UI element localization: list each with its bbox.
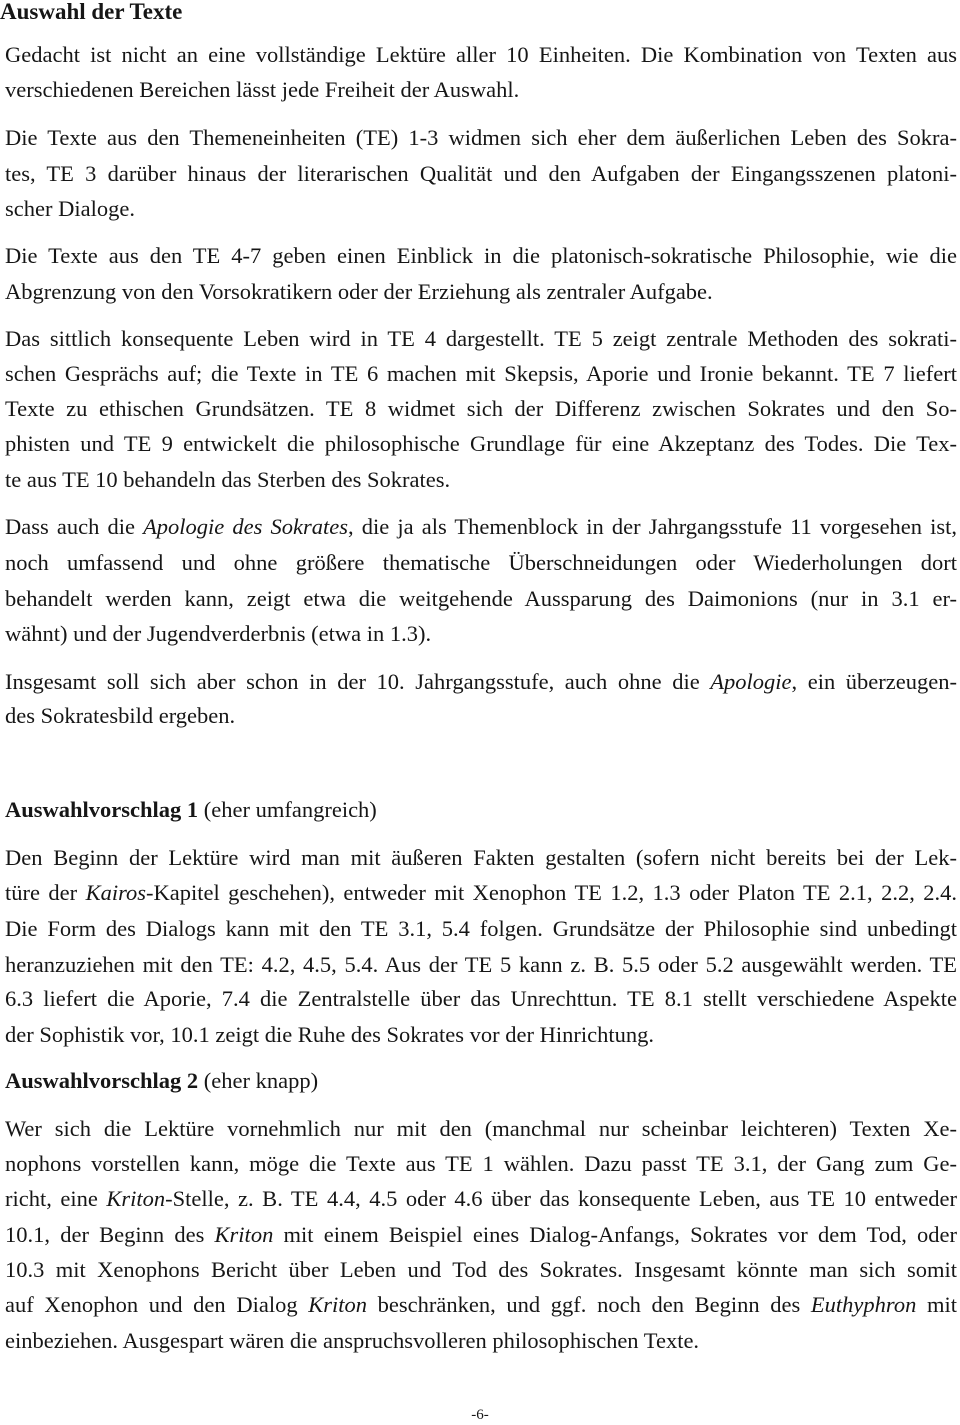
work-title: Kriton: [214, 1222, 274, 1247]
work-title: Euthyphron: [810, 1292, 917, 1317]
text-line: [5, 1220, 957, 1250]
text-segment: Insgesamt soll sich aber schon in der 10. Jahrgangsstufe, auch ohne die: [5, 669, 711, 694]
text-segment: -Kapitel geschehen), entweder mit Xenophon TE 1.2, 1.3 oder Platon TE 2.1, 2.2, 2.4.: [146, 880, 957, 905]
page-title: Auswahl der Texte: [0, 0, 183, 24]
section-heading-note: (eher umfangreich): [203, 797, 377, 822]
text-line: der Sophistik vor, 10.1 zeigt die Ruhe des Sokrates vor der Hinrichtung.: [5, 1022, 654, 1047]
text-line: [5, 1290, 957, 1320]
text-segment: Dass auch die: [5, 514, 144, 539]
text-segment: mit: [916, 1292, 957, 1317]
text-line: [5, 1184, 957, 1214]
text-line: scher Dialoge.: [5, 196, 135, 221]
text-line: Texte zu ethischen Grundsätzen. TE 8 widmet sich der Differenz zwischen Sokrates und den So-: [5, 396, 957, 421]
work-title: Kriton: [106, 1186, 166, 1211]
text-segment: , ein überzeugen-: [791, 669, 957, 694]
text-line: wähnt) und der Jugendverderbnis (etwa in 1.3).: [5, 621, 432, 646]
text-line: noch umfassend und ohne größere thematische Überschneidungen oder Wiederholungen dort: [5, 550, 957, 575]
text-line: behandelt werden kann, zeigt etwa die weitgehende Aussparung des Daimonions (nur in 3.1 er-: [5, 586, 957, 611]
text-segment: türe der: [5, 880, 86, 905]
text-line: Die Texte aus den TE 4-7 geben einen Einblick in die platonisch-sokratische Philosophie, wie die: [5, 243, 957, 268]
text-segment: auf Xenophon und den Dialog: [5, 1292, 309, 1317]
text-line: [5, 878, 957, 908]
text-line: te aus TE 10 behandeln das Sterben des Sokrates.: [5, 467, 451, 492]
section-heading-label: Auswahlvorschlag 2: [5, 1068, 199, 1093]
section-heading-note: (eher knapp): [203, 1068, 319, 1093]
work-title: Kriton: [308, 1292, 368, 1317]
text-line: 10.3 mit Xenophons Bericht über Leben und Tod des Sokrates. Insgesamt könnte man sich somit: [5, 1257, 957, 1282]
text-line: [5, 512, 957, 542]
text-line: Das sittlich konsequente Leben wird in TE 4 dargestellt. TE 5 zeigt zentrale Methoden des sokrati-: [5, 326, 957, 351]
section-heading: [5, 1066, 957, 1096]
text-line: tes, TE 3 darüber hinaus der literarischen Qualität und den Aufgaben der Eingangsszenen platoni-: [5, 161, 957, 186]
section-heading-label: Auswahlvorschlag 1: [5, 797, 199, 822]
section-heading: [5, 795, 957, 825]
text-segment: mit einem Beispiel eines Dialog-Anfangs, Sokrates vor dem Tod, oder: [273, 1222, 957, 1247]
text-line: des Sokratesbild ergeben.: [5, 703, 236, 728]
text-segment: -Stelle, z. B. TE 4.4, 4.5 oder 4.6 über das konsequente Leben, aus TE 10 entweder: [165, 1186, 957, 1211]
text-line: nophons vorstellen kann, möge die Texte aus TE 1 wählen. Dazu passt TE 3.1, der Gang zum Ge-: [5, 1151, 957, 1176]
work-title: Kairos: [85, 880, 146, 905]
text-segment: , die ja als Themenblock in der Jahrgangsstufe 11 vorgesehen ist,: [348, 514, 957, 539]
text-line: Gedacht ist nicht an eine vollständige Lektüre aller 10 Einheiten. Die Kombination von Texten aus: [5, 42, 957, 67]
text-line: Die Texte aus den Themeneinheiten (TE) 1-3 widmen sich eher dem äußerlichen Leben des Sokra-: [5, 125, 957, 150]
text-line: heranzuziehen mit den TE: 4.2, 4.5, 5.4. Aus der TE 5 kann z. B. 5.5 oder 5.2 ausgewählt werden. TE: [5, 952, 957, 977]
text-line: phisten und TE 9 entwickelt die philosophische Grundlage für eine Akzeptanz des Todes. Die Tex-: [5, 431, 957, 456]
text-line: einbeziehen. Ausgespart wären die anspruchsvolleren philosophischen Texte.: [5, 1328, 700, 1353]
page-number: -6-: [471, 1407, 489, 1423]
text-line: Wer sich die Lektüre vornehmlich nur mit den (manchmal nur scheinbar leichteren) Texten Xe-: [5, 1116, 957, 1141]
text-line: schen Gesprächs auf; die Texte in TE 6 machen mit Skepsis, Aporie und Ironie bekannt. TE 7 liefert: [5, 361, 957, 386]
text-line: Abgrenzung von den Vorsokratikern oder der Erziehung als zentraler Aufgabe.: [5, 279, 713, 304]
work-title: Apologie: [710, 669, 792, 694]
text-segment: beschränken, und ggf. noch den Beginn des: [367, 1292, 811, 1317]
text-line: verschiedenen Bereichen lässt jede Freiheit der Auswahl.: [5, 77, 520, 102]
text-segment: richt, eine: [5, 1186, 107, 1211]
text-line: [5, 667, 957, 697]
text-segment: 10.1, der Beginn des: [5, 1222, 215, 1247]
text-line: Den Beginn der Lektüre wird man mit äußeren Fakten gestalten (sofern nicht bereits bei der Lek-: [5, 845, 957, 870]
work-title: Apologie des Sokrates: [143, 514, 349, 539]
text-line: 6.3 liefert die Aporie, 7.4 die Zentralstelle über das Unrechttun. TE 8.1 stellt verschiedene Aspekte: [5, 986, 957, 1011]
text-line: Die Form des Dialogs kann mit den TE 3.1, 5.4 folgen. Grundsätze der Philosophie sind unbedingt: [5, 916, 957, 941]
